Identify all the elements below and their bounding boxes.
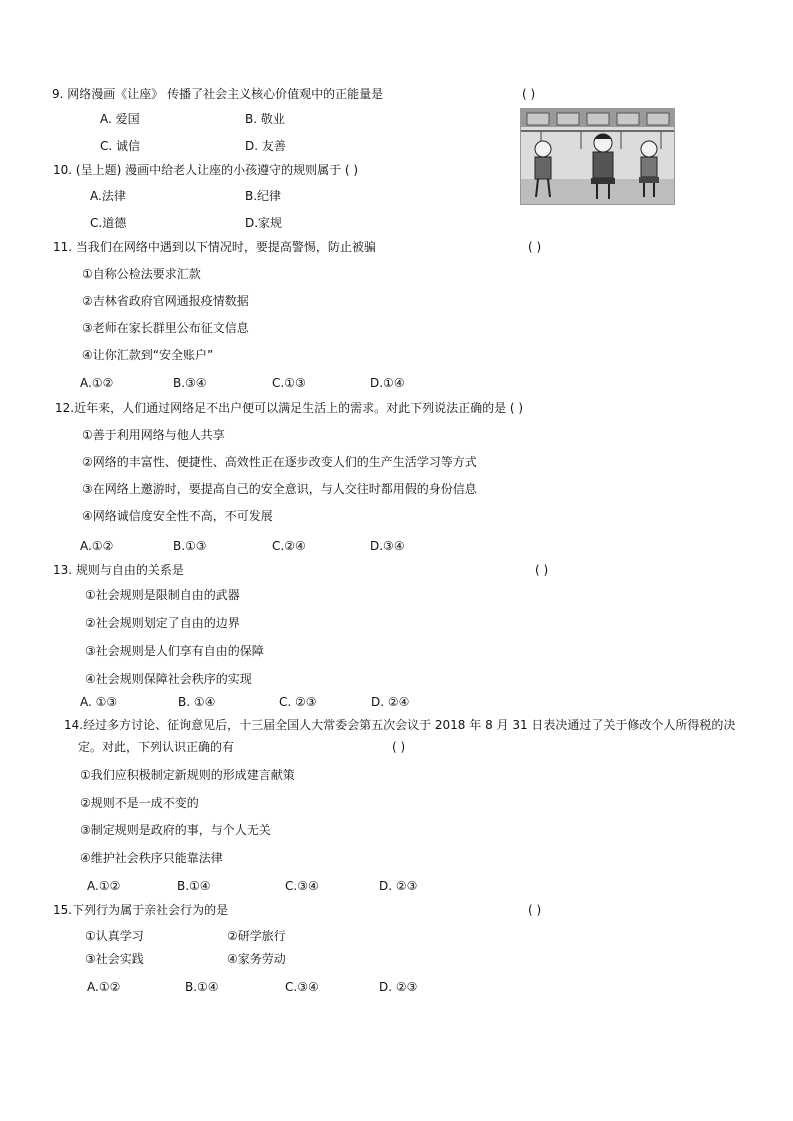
q15-option-b: B.①④: [185, 980, 219, 994]
q9-option-d: D. 友善: [245, 139, 286, 153]
q10-option-a: A.法律: [90, 189, 126, 203]
q10-stem: 10. (呈上题) 漫画中给老人让座的小孩遵守的规则属于 ( ): [53, 163, 359, 177]
q15-statement-3: ③社会实践: [85, 952, 144, 966]
q11-stem: 11. 当我们在网络中遇到以下情况时，要提高警惕，防止被骗: [53, 240, 376, 254]
q10-option-d: D.家规: [245, 216, 283, 230]
q9-option-a: A. 爱国: [100, 112, 140, 126]
q11-option-d: D.①④: [370, 376, 405, 390]
q10-option-b: B.纪律: [245, 189, 282, 203]
q12-statement-3: ③在网络上邀游时，要提高自己的安全意识，与人交往时都用假的身份信息: [82, 482, 477, 496]
q15-option-d: D. ②③: [379, 980, 418, 994]
q14-stem-line-1: 14.经过多方讨论、征询意见后，十三届全国人大常委会第五次会议于 2018 年 8 月 31 日表决通过了关于修改个人所得税的决: [64, 718, 736, 732]
q15-option-c: C.③④: [285, 980, 319, 994]
q13-stem: 13. 规则与自由的关系是: [53, 563, 184, 577]
q11-statement-1: ①自称公检法要求汇款: [82, 267, 201, 281]
q11-option-a: A.①②: [80, 376, 114, 390]
q13-statement-1: ①社会规则是限制自由的武器: [85, 588, 240, 602]
q12-option-a: A.①②: [80, 539, 114, 553]
cartoon-image: [520, 108, 675, 205]
q14-statement-2: ②规则不是一成不变的: [80, 796, 199, 810]
q12-stem: 12.近年来，人们通过网络足不出户便可以满足生活上的需求。对此下列说法正确的是 ( ): [55, 401, 524, 415]
q15-statement-1: ①认真学习: [85, 929, 144, 943]
q15-stem: 15.下列行为属于亲社会行为的是: [53, 903, 229, 917]
q13-statement-2: ②社会规则划定了自由的边界: [85, 616, 240, 630]
q11-option-b: B.③④: [173, 376, 207, 390]
q9-option-c: C. 诚信: [100, 139, 141, 153]
q14-option-a: A.①②: [87, 879, 121, 893]
q14-answer-paren: ( ): [392, 740, 406, 754]
q14-statement-3: ③制定规则是政府的事，与个人无关: [80, 823, 271, 837]
q14-option-b: B.①④: [177, 879, 211, 893]
q14-option-d: D. ②③: [379, 879, 418, 893]
q13-option-c: C. ②③: [279, 695, 317, 709]
q14-statement-4: ④维护社会秩序只能靠法律: [80, 851, 223, 865]
q12-statement-4: ④网络诚信度安全性不高，不可发展: [82, 509, 273, 523]
q14-statement-1: ①我们应积极制定新规则的形成建言献策: [80, 768, 295, 782]
q12-statement-1: ①善于利用网络与他人共享: [82, 428, 225, 442]
q13-option-b: B. ①④: [178, 695, 216, 709]
q13-option-d: D. ②④: [371, 695, 410, 709]
cartoon-drawing: [521, 109, 674, 204]
q11-option-c: C.①③: [272, 376, 306, 390]
q14-option-c: C.③④: [285, 879, 319, 893]
q9-answer-paren: ( ): [522, 87, 536, 101]
q15-answer-paren: ( ): [528, 903, 542, 917]
q11-statement-3: ③老师在家长群里公布征文信息: [82, 321, 249, 335]
q13-option-a: A. ①③: [80, 695, 118, 709]
q13-statement-4: ④社会规则保障社会秩序的实现: [85, 672, 252, 686]
q11-answer-paren: ( ): [528, 240, 542, 254]
q10-option-c: C.道德: [90, 216, 127, 230]
q13-answer-paren: ( ): [535, 563, 549, 577]
q9-option-b: B. 敬业: [245, 112, 285, 126]
q11-statement-4: ④让你汇款到“安全账户”: [82, 348, 214, 362]
q11-statement-2: ②吉林省政府官网通报疫情数据: [82, 294, 249, 308]
q9-stem: 9. 网络漫画《让座》 传播了社会主义核心价值观中的正能量是: [52, 87, 384, 101]
q15-option-a: A.①②: [87, 980, 121, 994]
q15-statement-2: ②研学旅行: [227, 929, 286, 943]
q13-statement-3: ③社会规则是人们享有自由的保障: [85, 644, 264, 658]
q12-option-d: D.③④: [370, 539, 405, 553]
q14-stem-line-2: 定。对此，下列认识正确的有: [78, 740, 235, 754]
q15-statement-4: ④家务劳动: [227, 952, 286, 966]
q12-statement-2: ②网络的丰富性、便捷性、高效性正在逐步改变人们的生产生活学习等方式: [82, 455, 477, 469]
q12-option-c: C.②④: [272, 539, 306, 553]
q12-option-b: B.①③: [173, 539, 207, 553]
